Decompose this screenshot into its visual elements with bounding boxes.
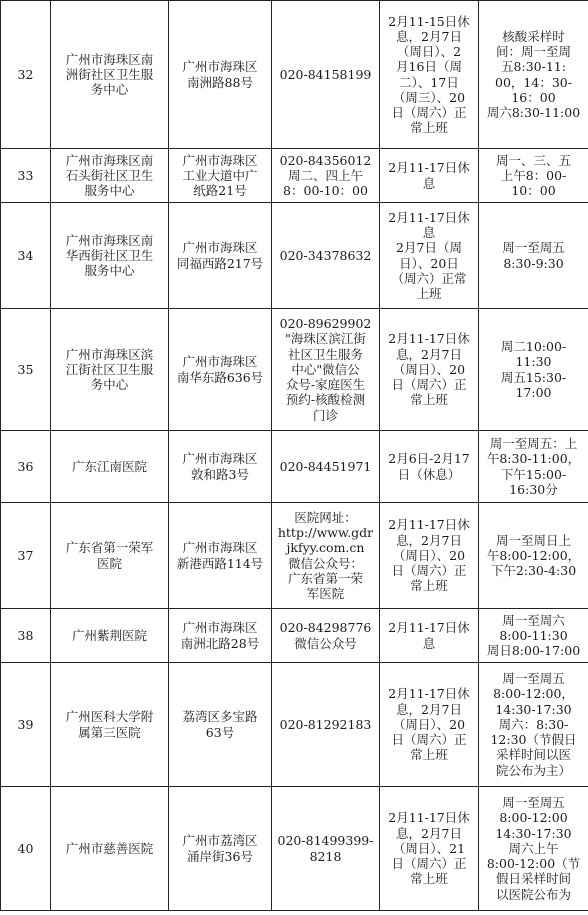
holiday-rest-schedule: 2月11-17日休 息 — [380, 149, 479, 203]
address: 广州市海珠区 南洲路88号 — [169, 1, 272, 149]
phone: 020-81499399- 8218 — [272, 787, 380, 911]
sampling-time: 周一至周六 8:00-11:30 周日8:00-17:00 — [479, 609, 588, 663]
phone: 医院网址： http://www.gdr jkfyy.com.cn 微信公众号： 广东省第一荣 军医院 — [272, 503, 380, 609]
holiday-rest-schedule: 2月11-17日休 息，2月7日 （周日）、20 日（周六）正 常上班 — [380, 309, 479, 431]
institution-name: 广州紫荆医院 — [51, 609, 169, 663]
institution-name: 广东江南医院 — [51, 431, 169, 503]
row-number: 32 — [1, 1, 51, 149]
sampling-time: 周一、三、五 上午8：00- 10：00 — [479, 149, 588, 203]
holiday-rest-schedule: 2月11-17日休 息 — [380, 609, 479, 663]
sampling-time: 核酸采样时 间：周一至周 五8:30-11: 00，14：30- 16：00 周六8:30-11:00 — [479, 1, 588, 149]
address: 广州市海珠区 南洲北路28号 — [169, 609, 272, 663]
address: 广州市海珠区 同福西路217号 — [169, 203, 272, 309]
phone: 020-84298776 微信公众号 — [272, 609, 380, 663]
sampling-time: 周一至周日上 午8:00-12:00， 下午2:30-4:30 — [479, 503, 588, 609]
phone: 020-84451971 — [272, 431, 380, 503]
address: 广州市荔湾区 涌岸街36号 — [169, 787, 272, 911]
phone: 020-81292183 — [272, 663, 380, 787]
phone: 020-84158199 — [272, 1, 380, 149]
sampling-time: 周一至周五 8:00-12:00 14:30-17:30 周六上午 8:00-12:00（节 假日采样时间 以医院公布为 — [479, 787, 588, 911]
table-row — [1, 1, 588, 149]
row-number: 33 — [1, 149, 51, 203]
table-row — [1, 609, 588, 663]
address: 广州市海珠区 敦和路3号 — [169, 431, 272, 503]
address: 广州市海珠区 新港西路114号 — [169, 503, 272, 609]
row-number: 36 — [1, 431, 51, 503]
row-number: 34 — [1, 203, 51, 309]
row-number: 39 — [1, 663, 51, 787]
row-number: 35 — [1, 309, 51, 431]
institution-name: 广州医科大学附 属第三医院 — [51, 663, 169, 787]
table-row — [1, 787, 588, 911]
holiday-rest-schedule: 2月11-15日休 息，2月7日 （周日）、2 月16日（周 二）、17日 （周三）、20 日（周六）正 常上班 — [380, 1, 479, 149]
phone: 020-84356012 周二、四上午 8：00-10：00 — [272, 149, 380, 203]
address: 广州市海珠区 南华东路636号 — [169, 309, 272, 431]
table-row — [1, 149, 588, 203]
table-row — [1, 503, 588, 609]
holiday-rest-schedule: 2月11-17日休 息，2月7日 （周日）、20 日（周六）正 常上班 — [380, 503, 479, 609]
institution-name: 广州市海珠区滨 江街社区卫生服 务中心 — [51, 309, 169, 431]
address: 荔湾区多宝路 63号 — [169, 663, 272, 787]
sampling-time: 周二10:00- 11:30 周五15:30- 17:00 — [479, 309, 588, 431]
holiday-rest-schedule: 2月11-17日休 息 2月7日（周 日）、20日 （周六）正常 上班 — [380, 203, 479, 309]
institution-name: 广州市海珠区南 洲街社区卫生服 务中心 — [51, 1, 169, 149]
institution-name: 广州市慈善医院 — [51, 787, 169, 911]
holiday-rest-schedule: 2月6日-2月17 日（休息） — [380, 431, 479, 503]
row-number: 40 — [1, 787, 51, 911]
institution-name: 广东省第一荣军 医院 — [51, 503, 169, 609]
institution-name: 广州市海珠区南 华西街社区卫生 服务中心 — [51, 203, 169, 309]
phone: 020-89629902 "海珠区滨江街 社区卫生服务 中心"微信公 众号-家庭医生 预约-核酸检测 门诊 — [272, 309, 380, 431]
sampling-time: 周一至周五 8:30-9:30 — [479, 203, 588, 309]
row-number: 38 — [1, 609, 51, 663]
holiday-rest-schedule: 2月11-17日休 息，2月7日 （周日）、20 日（周六）正 常上班 — [380, 663, 479, 787]
table-row — [1, 431, 588, 503]
row-number: 37 — [1, 503, 51, 609]
table-row — [1, 203, 588, 309]
address: 广州市海珠区 工业大道中广 纸路21号 — [169, 149, 272, 203]
institution-name: 广州市海珠区南 石头街社区卫生 服务中心 — [51, 149, 169, 203]
sampling-time: 周一至周五：上 午8:30-11:00， 下午15:00- 16:30分 — [479, 431, 588, 503]
sampling-time: 周一至周五 8:00-12:00， 14:30-17:30 周六：8:30- 12:30（节假日 采样时间以医 院公布为主） — [479, 663, 588, 787]
table-row — [1, 663, 588, 787]
phone: 020-34378632 — [272, 203, 380, 309]
holiday-rest-schedule: 2月11-17日休 息，2月7日 （周日）、21 日（周六）正 常上班 — [380, 787, 479, 911]
table-row — [1, 309, 588, 431]
